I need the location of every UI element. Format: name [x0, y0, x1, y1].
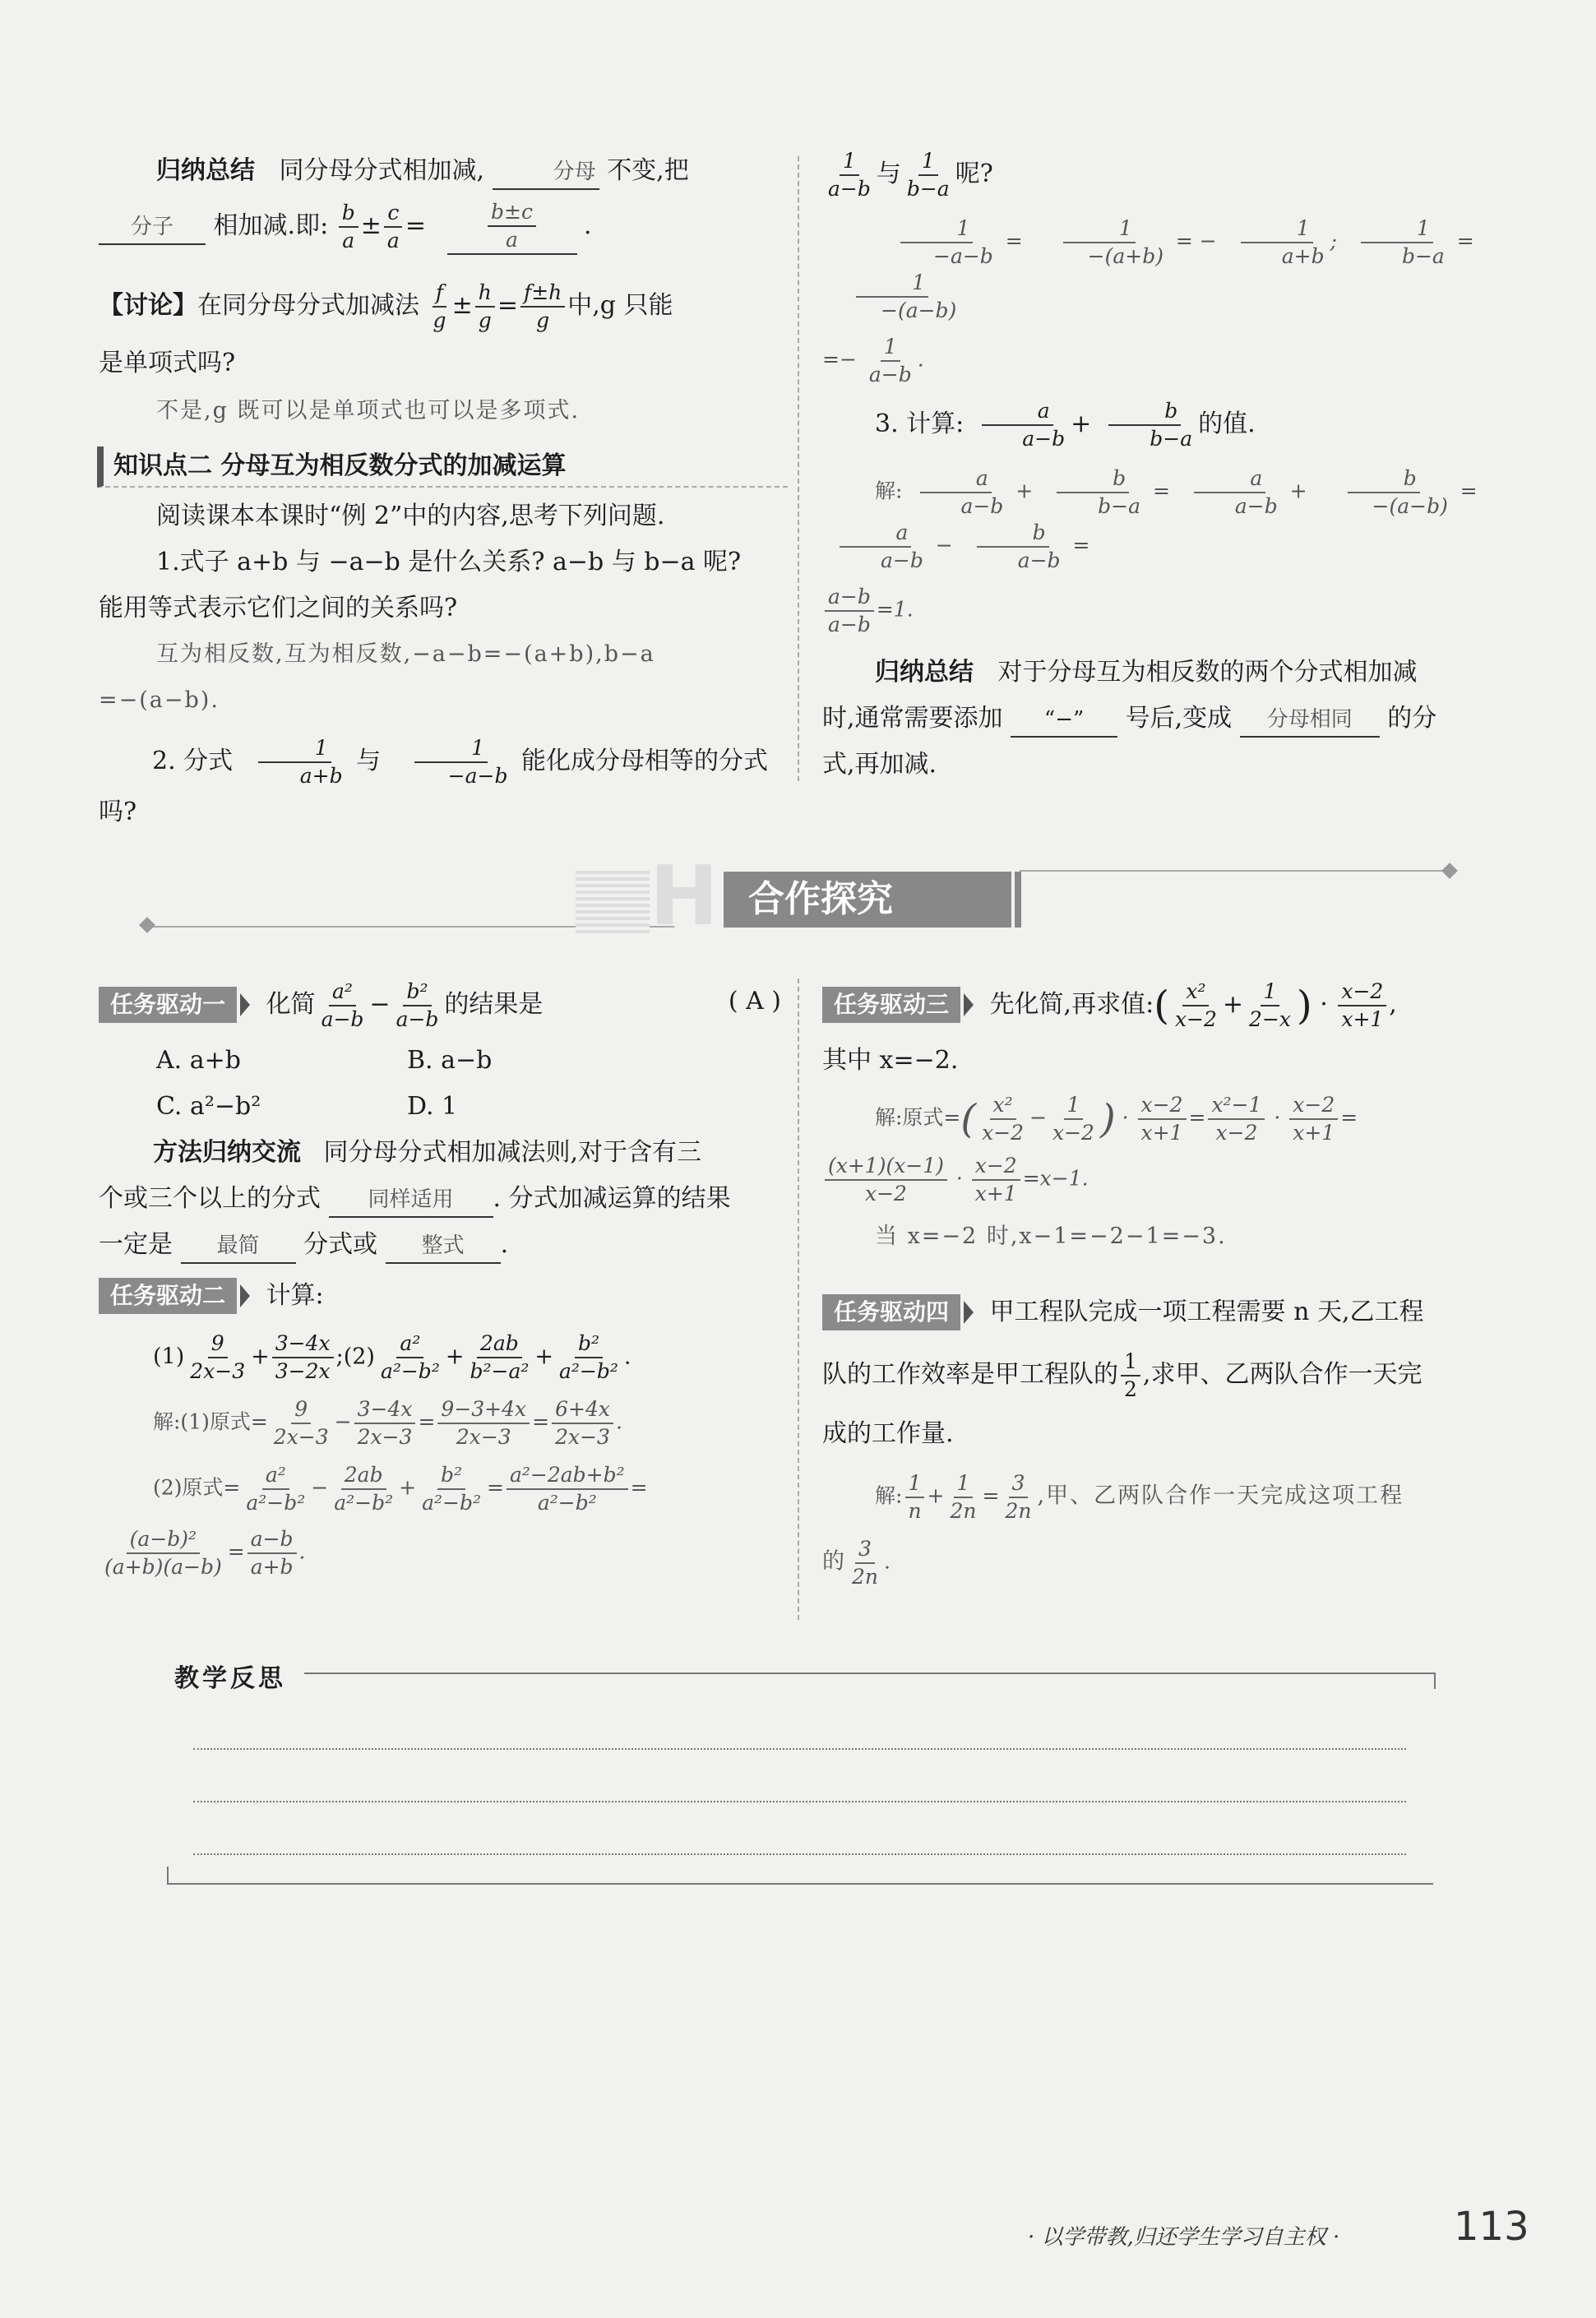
- blank-denominator: 分母: [493, 155, 599, 190]
- section-letter: H: [650, 848, 719, 944]
- option-a: A. a+b: [156, 1046, 241, 1075]
- fraction-b-over-a: $\frac{b}{a}$: [339, 200, 359, 254]
- task-4: 任务驱动四 甲工程队完成一项工程需要 n 天,乙工程 队的工作效率是甲工程队的 $\frac{1}{2}$ ,求甲、乙两队合作一天完 成的工作量. 解: $\frac{1}{n}$ + $\frac{1}{2n}$ = $\frac{3}{2n}$ ,甲、乙两队合作一天完成这项工程 的 $\frac{3}{2n}$ .: [822, 1289, 1505, 1590]
- task-4-label: 任务驱动四: [822, 1294, 960, 1330]
- right-top-column: $\frac{1}{a-b}$ 与 $\frac{1}{b-a}$ 呢? $\frac{1}{-a-b}$ = $\frac{1}{-(a+b)}$ = − $\frac{1}{a+b}$ ; $\frac{1}{b-a}$ = $\frac{1}{-(a-b)}$ =− $\frac{1}{a-b}$ . 3. 计算: $\frac{a}{a-b}$ + $\frac{b}{b-a}$ 的值. 解: $\frac{a}{a-b}$ + $\frac{b}{b-a}$ = $\frac{a}{a-b}$ + $\frac{b}{-(a-b)}$ = $\frac{a}{a-b}$ − $\frac{b}{a-b}$ = $\frac{a-b}{a-b}$ =1. 归纳总结 对于分母互为相反数的两个分式相加减 时,通常需要添加 “−” 号后,变成 分母相同 的分 式,再加减.: [822, 149, 1478, 779]
- column-divider-top: [798, 156, 799, 781]
- blank-sum-fraction: $\frac{b\pm c}{a}$: [451, 199, 574, 255]
- blank-integer-expression: 整式: [386, 1229, 501, 1264]
- discussion-answer: 不是,g 既可以是单项式也可以是多项式.: [156, 398, 581, 423]
- option-c: C. a²−b²: [156, 1092, 261, 1121]
- banner-left-diamond: [139, 917, 155, 933]
- blank-applies-too: 同样适用: [329, 1183, 493, 1218]
- task-2-label: 任务驱动二: [99, 1278, 237, 1314]
- section-title: 合作探究: [724, 872, 1011, 928]
- knowledge-point-2-header: 知识点二 分母互为相反数分式的加减运算: [97, 446, 788, 488]
- task-3: 任务驱动三 先化简,再求值:( $\frac{\text{x²}}{x-2}$ + $\frac{1}{2-x}$ ) · $\frac{x-2}{x+1}$ , 其中 x=−2. 解:原式=( $\frac{\text{x²}}{x-2}$ − $\frac{1}{x-2}$ ) · $\frac{x-2}{x+1}$ = $\frac{\text{x²−1}}{x-2}$ · $\frac{x-2}{x+1}$ = $\frac{(x+1)(x-1)}{x-2}$ · $\frac{x-2}{x+1}$ =x−1. 当 x=−2 时,x−1=−2−1=−3.: [822, 979, 1397, 1249]
- task-1-label: 任务驱动一: [99, 987, 237, 1023]
- summary1: 归纳总结 同分母分式相加减, 分母 不变,把 分子 相加减.即: $\frac{b}{a}$ ± $\frac{c}{a}$ = $\frac{b\pm c}{a}$ .: [99, 148, 781, 255]
- task-1-answer: ( A ): [728, 987, 781, 1016]
- blank-same-denominator: 分母相同: [1240, 703, 1380, 738]
- footer-slogan: · 以学带教,归还学生学习自主权 ·: [1028, 2225, 1340, 2250]
- reflection-line-1[interactable]: [193, 1748, 1406, 1750]
- blank-minus-sign: “−”: [1011, 703, 1117, 738]
- discussion: 【讨论】在同分母分式加减法 $\frac{f}{g}$ ± $\frac{h}{g}$ = $\frac{f\pm h}{g}$ 中,g 只能 是单项式吗? 不是,g 既可以是单项式也可以是多项式.: [99, 280, 781, 434]
- blank-simplest: 最简: [181, 1229, 296, 1264]
- banner-right-diamond: [1441, 863, 1458, 879]
- task-1: 任务驱动一 化简 $\frac{\text{a²}}{a-b}$ − $\frac{\text{b²}}{a-b}$ 的结果是 ( A ) A. a+b B. a−b C. a²−b² D. 1 方法归纳交流 同分母分式相加减法则,对于含有三 个或三个以上的分式 同样适用 . 分式加减运算的结果 一定是 最简 分式或 整式 .: [99, 979, 781, 1268]
- task-3-label: 任务驱动三: [822, 987, 960, 1023]
- option-d: D. 1: [407, 1092, 458, 1121]
- column-divider-bottom: [798, 979, 799, 1620]
- summary1-label: 归纳总结: [156, 156, 255, 185]
- reflection-line-3[interactable]: [193, 1853, 1406, 1855]
- reflection-label: 教学反思: [174, 1664, 286, 1693]
- kp2-body: 阅读课本本课时“例 2”中的内容,思考下列问题. 1.式子 a+b 与 −a−b 是什么关系? a−b 与 b−a 呢? 能用等式表示它们之间的关系吗? 互为相反数,互为相反数,−a−b=−(a+b),b−a =−(a−b). 2. 分式 $\frac{1}{a+b}$ 与 $\frac{1}{-a-b}$ 能化成分母相等的分式吗?: [99, 502, 769, 826]
- blank-numerator: 分子: [99, 211, 206, 245]
- reflection-line-2[interactable]: [193, 1801, 1406, 1802]
- page-number: 113: [1454, 2204, 1529, 2250]
- option-b: B. a−b: [407, 1046, 493, 1075]
- task-2: 任务驱动二 计算: (1) $\frac{9}{2x-3}$ + $\frac{3-4x}{3-2x}$ ;(2) $\frac{\text{a²}}{\text{a²−b²}}$ + $\frac{2ab}{\text{b²−a²}}$ + $\frac{\text{b²}}{\text{a²−b²}}$ . 解:(1)原式= $\frac{9}{2x-3}$ − $\frac{3-4x}{2x-3}$ = $\frac{9-3+4x}{2x-3}$ = $\frac{6+4x}{2x-3}$ . (2)原式= $\frac{\text{a²}}{\text{a²−b²}}$ − $\frac{2ab}{\text{a²−b²}}$ + $\frac{\text{b²}}{\text{a²−b²}}$ = $\frac{\text{a²−2ab+b²}}{\text{a²−b²}}$ = $\frac{\text{(a−b)²}}{(a+b)(a-b)}$ = $\frac{a-b}{a+b}$ .: [99, 1273, 781, 1580]
